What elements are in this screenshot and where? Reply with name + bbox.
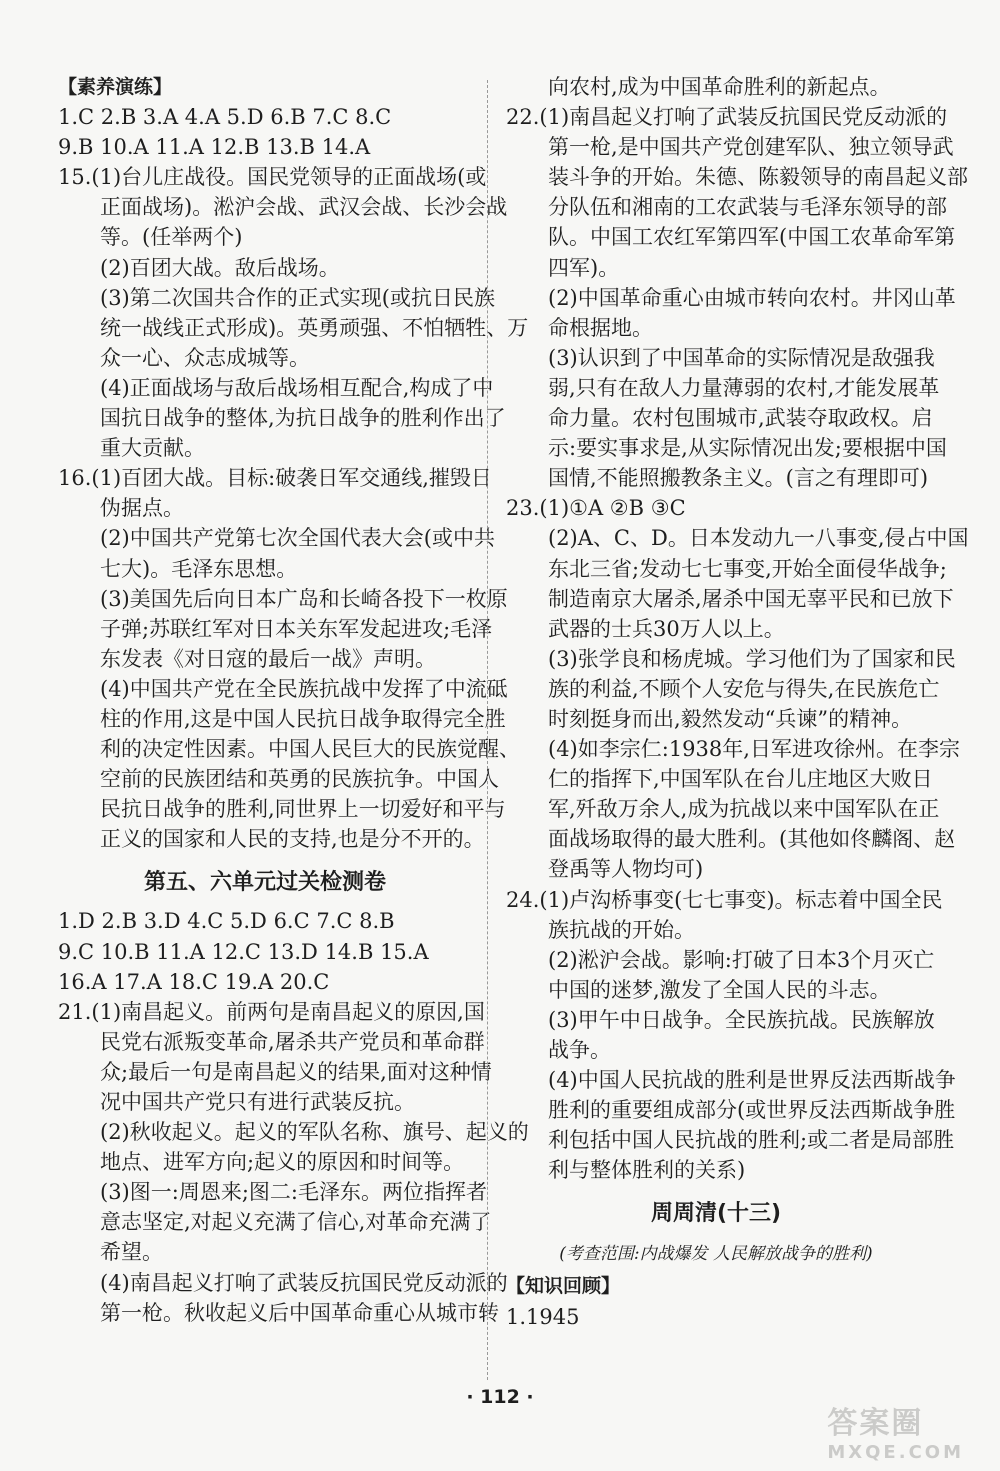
answer-line: 伪据点。 (100, 496, 184, 521)
answer-line: 军,歼敌万余人,成为抗战以来中国军队在正 (548, 797, 940, 822)
answer-line: (4)中国共产党在全民族抗战中发挥了中流砥 (100, 676, 508, 701)
answer-line: 七大)。毛泽东思想。 (100, 556, 298, 581)
answer-line: 1.C 2.B 3.A 4.A 5.D 6.B 7.C 8.C (58, 105, 392, 130)
answer-line: 族的利益,不顾个人安危与得失,在民族危亡 (548, 676, 940, 701)
page-number: · 112 · (466, 1386, 534, 1408)
answer-line: 东发表《对日寇的最后一战》声明。 (100, 646, 436, 671)
answer-line: 等。(任举两个) (100, 225, 243, 250)
answer-line: 队。中国工农红军第四军(中国工农革命军第 (548, 225, 956, 250)
answer-line: (2)淞沪会战。影响:打破了日本3个月灭亡 (548, 947, 935, 972)
answer-line: 国抗日战争的整体,为抗日战争的胜利作出了 (100, 406, 506, 431)
answer-line: (4)南昌起义打响了武装反抗国民党反动派的 (100, 1270, 508, 1295)
answer-line: 重大贡献。 (100, 436, 205, 461)
answer-line: 众一心、众志成城等。 (100, 345, 310, 370)
answer-line: 众;最后一句是南昌起义的结果,面对这种情 (100, 1059, 492, 1084)
answer-line: 9.C 10.B 11.A 12.C 13.D 14.B 15.A (58, 939, 429, 964)
answer-line: (2)中国革命重心由城市转向农村。井冈山革 (548, 285, 956, 310)
answer-line: 装斗争的开始。朱德、陈毅领导的南昌起义部 (548, 165, 968, 190)
column-divider (487, 80, 488, 1380)
answer-line: (3)图一:周恩来;图二:毛泽东。两位指挥者 (100, 1180, 487, 1205)
answer-line: 24.(1)卢沟桥事变(七七事变)。标志着中国全民 (506, 887, 943, 912)
answer-line: 弱,只有在敌人力量薄弱的农村,才能发展革 (548, 375, 940, 400)
answer-line: 16.A 17.A 18.C 19.A 20.C (58, 969, 330, 994)
answer-line: 分队伍和湘南的工农武装与毛泽东领导的部 (548, 195, 947, 220)
answer-line: 23.(1)①A ②B ③C (506, 496, 686, 521)
section-tag: 【知识回顾】 (506, 1275, 621, 1298)
section-title: 第五、六单元过关检测卷 (143, 870, 386, 896)
answer-line: 向农村,成为中国革命胜利的新起点。 (548, 75, 891, 99)
watermark-url: MXQE.COM (827, 1442, 964, 1463)
answer-line: 民党右派叛变革命,屠杀共产党员和革命群 (100, 1029, 485, 1054)
answer-line: (3)甲午中日战争。全民族抗战。民族解放 (548, 1007, 935, 1032)
answer-line: 胜利的重要组成部分(或世界反法西斯战争胜 (548, 1098, 956, 1123)
section-tag: 【素养演练】 (58, 76, 173, 98)
answer-line: 希望。 (100, 1240, 163, 1265)
answer-line: 仁的指挥下,中国军队在台儿庄地区大败日 (548, 767, 933, 792)
answer-line: 空前的民族团结和英勇的民族抗争。中国人 (100, 767, 499, 792)
answer-line: 柱的作用,这是中国人民抗日战争取得完全胜 (100, 706, 506, 731)
answer-line: 东北三省;发动七七事变,开始全面侵华战争; (548, 556, 947, 581)
answer-line: 利包括中国人民抗战的胜利;或二者是局部胜 (548, 1128, 955, 1153)
answer-line: 22.(1)南昌起义打响了武装反抗国民党反动派的 (506, 105, 948, 130)
answer-line: 1.1945 (506, 1304, 580, 1329)
answer-line: (2)百团大战。敌后战场。 (100, 255, 340, 280)
watermark-text: 答案圈 (827, 1406, 924, 1441)
answer-line: 地点、进军方向;起义的原因和时间等。 (100, 1150, 465, 1175)
left-column (58, 72, 529, 1328)
answer-line: 国情,不能照搬教条主义。(言之有理即可) (548, 466, 929, 491)
answer-line: 四军)。 (548, 255, 620, 280)
answer-line: 利与整体胜利的关系) (548, 1158, 746, 1183)
section-title: 周周清(十三) (650, 1201, 782, 1227)
answer-line: 第一枪。秋收起义后中国革命重心从城市转 (100, 1300, 499, 1325)
answer-line: 9.B 10.A 11.A 12.B 13.B 14.A (58, 135, 371, 160)
answer-line: 况中国共产党只有进行武装反抗。 (100, 1090, 415, 1114)
answer-line: 民抗日战争的胜利,同世界上一切爱好和平与 (100, 797, 506, 822)
answer-line: 命根据地。 (548, 315, 653, 340)
answer-line: 示:要实事求是,从实际情况出发;要根据中国 (548, 436, 947, 461)
answer-line: 统一战线正式形成)。英勇顽强、不怕牺牲、万 (100, 315, 529, 340)
answer-line: (4)正面战场与敌后战场相互配合,构成了中 (100, 375, 494, 400)
scope-note: (考查范围:内战爆发 人民解放战争的胜利) (559, 1244, 873, 1265)
answer-line: 时刻挺身而出,毅然发动“兵谏”的精神。 (548, 706, 913, 731)
answer-line: (2)A、C、D。日本发动九一八事变,侵占中国 (548, 526, 969, 551)
answer-line: (2)中国共产党第七次全国代表大会(或中共 (100, 526, 495, 551)
answer-line: 21.(1)南昌起义。前两句是南昌起义的原因,国 (58, 999, 485, 1024)
right-column (506, 72, 969, 1332)
answer-line: 登禹等人物均可) (548, 857, 704, 882)
answer-line: (3)认识到了中国革命的实际情况是敌强我 (548, 345, 935, 370)
answer-line: 战争。 (548, 1038, 611, 1062)
answer-line: 正面战场)。淞沪会战、武汉会战、长沙会战 (100, 195, 508, 220)
answer-line: 武器的士兵30万人以上。 (548, 616, 785, 641)
answer-line: (3)美国先后向日本广岛和长崎各投下一枚原 (100, 586, 508, 611)
answer-line: 族抗战的开始。 (548, 917, 695, 942)
answer-line: (4)如李宗仁:1938年,日军进攻徐州。在李宗 (548, 737, 960, 762)
answer-line: 利的决定性因素。中国人民巨大的民族觉醒、 (100, 737, 520, 762)
answer-line: (3)张学良和杨虎城。学习他们为了国家和民 (548, 646, 956, 671)
answer-line: (4)中国人民抗战的胜利是世界反法西斯战争 (548, 1068, 956, 1093)
answer-line: 意志坚定,对起义充满了信心,对革命充满了 (100, 1210, 492, 1235)
answer-line: 1.D 2.B 3.D 4.C 5.D 6.C 7.C 8.B (58, 909, 395, 934)
answer-line: 15.(1)台儿庄战役。国民党领导的正面战场(或 (58, 165, 487, 190)
answer-line: 中国的迷梦,激发了全国人民的斗志。 (548, 977, 891, 1002)
answer-line: 命力量。农村包围城市,武装夺取政权。启 (548, 406, 933, 431)
answer-line: 16.(1)百团大战。目标:破袭日军交通线,摧毁日 (58, 466, 492, 491)
answer-line: 正义的国家和人民的支持,也是分不开的。 (100, 827, 485, 852)
answer-line: 制造南京大屠杀,屠杀中国无辜平民和已放下 (548, 586, 954, 611)
answer-line: 面战场取得的最大胜利。(其他如佟麟阁、赵 (548, 827, 956, 852)
answer-line: 第一枪,是中国共产党创建军队、独立领导武 (548, 135, 954, 160)
watermark-logo (827, 1398, 964, 1463)
answer-line: (3)第二次国共合作的正式实现(或抗日民族 (100, 285, 495, 310)
answer-line: 子弹;苏联红军对日本关东军发起进攻;毛泽 (100, 616, 493, 641)
answer-line: (2)秋收起义。起义的军队名称、旗号、起义的 (100, 1120, 529, 1145)
